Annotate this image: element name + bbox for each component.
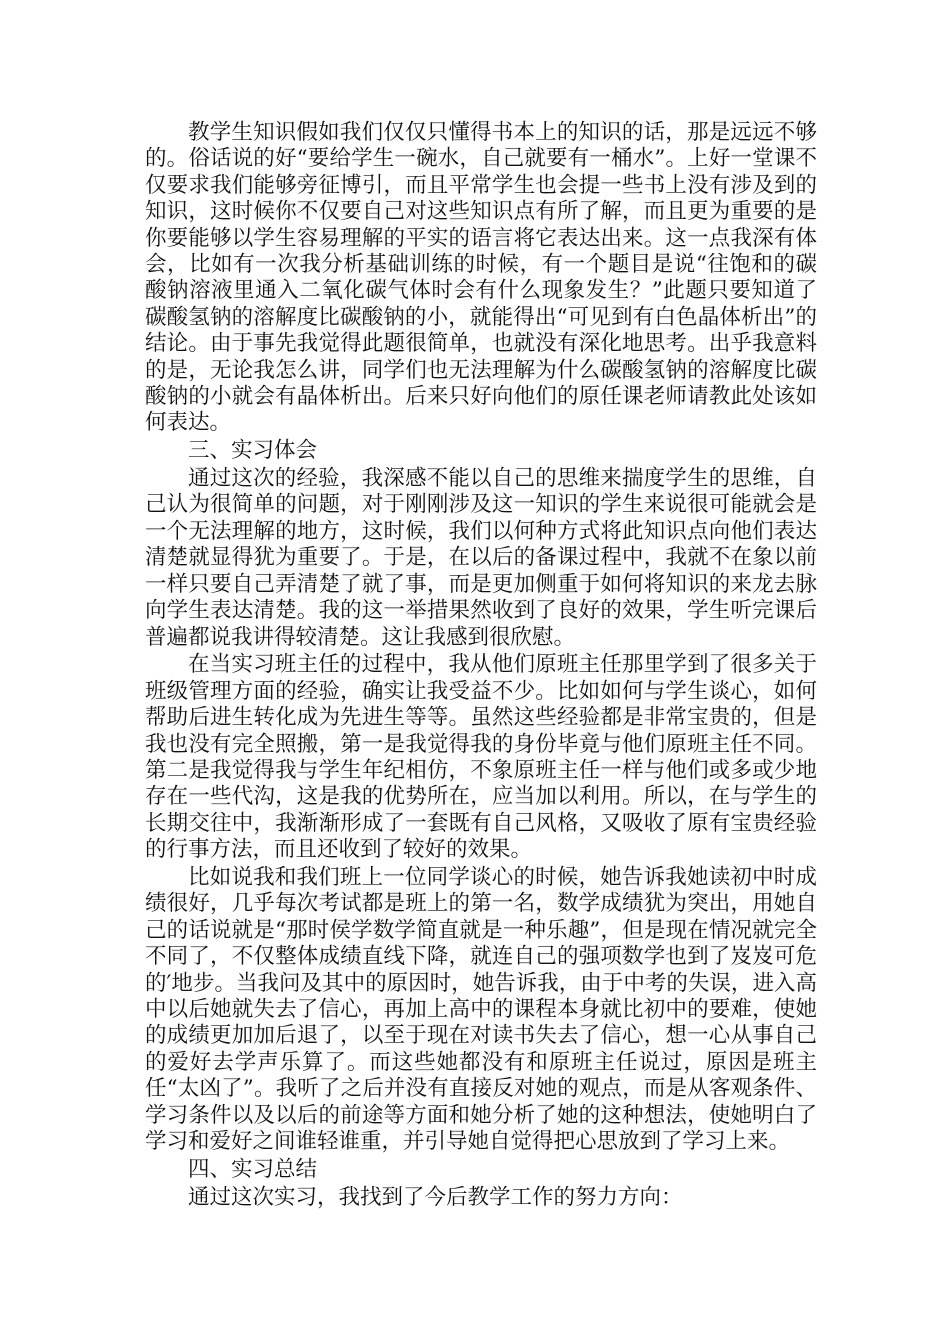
paragraph-class-teacher: 在当实习班主任的过程中，我从他们原班主任那里学到了很多关于班级管理方面的经验，确实让我受益不少。比如如何与学生谈心，如何帮助后进生转化成为先进生等等。虽然这些经验都是非常宝贵的，但是我也没有完全照搬，第一是我觉得我的身份毕竟与他们原班主任不同。第二是我觉得我与学生年纪相仿，不象原班主任一样与他们或多或少地存在一些代沟，这是我的优势所在，应当加以利用。所以，在与学生的长期交往中，我渐渐形成了一套既有自己风格，又吸收了原有宝贵经验的行事方法，而且还收到了较好的效果。 [145, 652, 817, 863]
paragraph-teaching-knowledge: 教学生知识假如我们仅仅只懂得书本上的知识的话，那是远远不够的。俗话说的好“要给学生一碗水，自己就要有一桶水”。上好一堂课不仅要求我们能够旁征博引，而且平常学生也会提一些书上没有涉及到的知识，这时候你不仅要自己对这些知识点有所了解，而且更为重要的是你要能够以学生容易理解的平实的语言将它表达出来。这一点我深有体会，比如有一次我分析基础训练的时候，有一个题目是说“往饱和的碳酸钠溶液里通入二氧化碳气体时会有什么现象发生？”此题只要知道了碳酸氢钠的溶解度比碳酸钠的小，就能得出“可见到有白色晶体析出”的结论。由于事先我觉得此题很简单，也就没有深化地思考。出乎我意料的是，无论我怎么讲，同学们也无法理解为什么碳酸氢钠的溶解度比碳酸钠的小就会有晶体析出。后来只好向他们的原任课老师请教此处该如何表达。 [145, 120, 817, 436]
document-page [145, 120, 817, 1212]
section-heading-internship-experience: 三、实习体会 [188, 438, 318, 464]
paragraph-summary-intro: 通过这次实习，我找到了今后教学工作的努力方向： [188, 1184, 683, 1210]
paragraph-lesson-learned: 通过这次的经验，我深感不能以自己的思维来揣度学生的思维，自己认为很简单的问题，对于刚刚涉及这一知识的学生来说很可能就会是一个无法理解的地方，这时候，我们以何种方式将此知识点向他们表达清楚就显得犹为重要了。于是，在以后的备课过程中，我就不在象以前一样只要自己弄清楚了就了事，而是更加侧重于如何将知识的来龙去脉向学生表达清楚。我的这一举措果然收到了良好的效果，学生听完课后普遍都说我讲得较清楚。这让我感到很欣慰。 [145, 466, 817, 650]
section-heading-internship-summary: 四、实习总结 [188, 1156, 318, 1182]
paragraph-student-talk: 比如说我和我们班上一位同学谈心的时候，她告诉我她读初中时成绩很好，几乎每次考试都是班上的第一名，数学成绩犹为突出，用她自己的话说就是“那时侯学数学简直就是一种乐趣”，但是现在情况就完全不同了，不仅整体成绩直线下降，就连自己的强项数学也到了岌岌可危的′地步。当我问及其中的原因时，她告诉我，由于中考的失误，进入高中以后她就失去了信心，再加上高中的课程本身就比初中的要难，使她的成绩更加加后退了，以至于现在对读书失去了信心，想一心从事自己的爱好去学声乐算了。而这些她都没有和原班主任说过，原因是班主任“太凶了”。我听了之后并没有直接反对她的观点，而是从客观条件、学习条件以及以后的前途等方面和她分析了她的这种想法，使她明白了学习和爱好之间谁轻谁重，并引导她自觉得把心思放到了学习上来。 [145, 864, 817, 1154]
